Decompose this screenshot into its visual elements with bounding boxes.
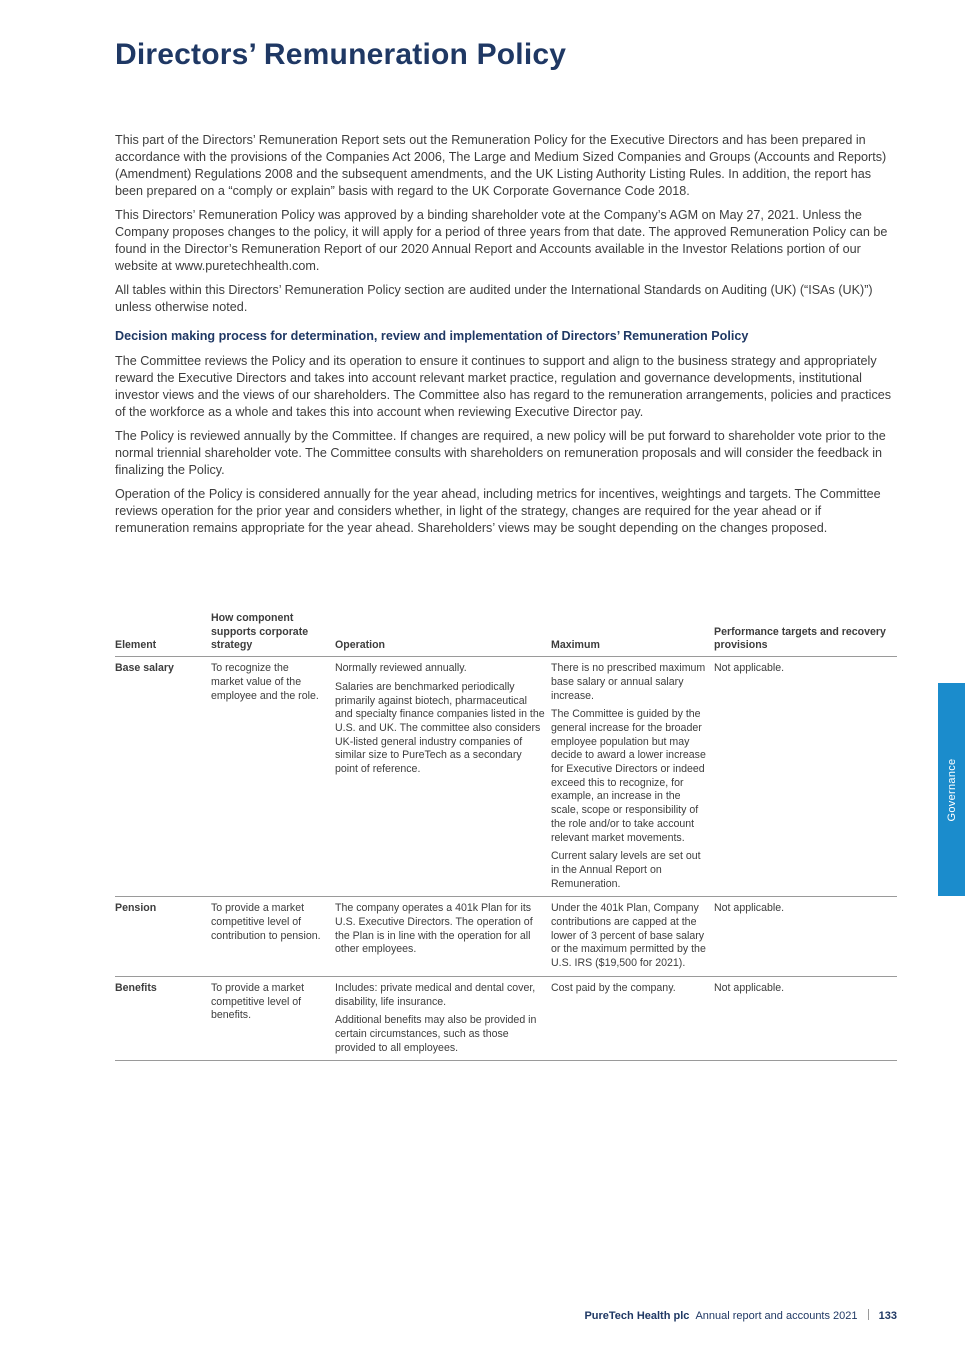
row-maximum	[551, 976, 714, 1061]
footer-divider	[868, 1309, 869, 1320]
row-performance: Not applicable.	[714, 657, 897, 897]
operation-text: Additional benefits may also be provided in certain circumstances, such as those provided to all employees.	[335, 1014, 537, 1054]
page-title: Directors’ Remuneration Policy	[115, 38, 567, 71]
table-row	[115, 976, 897, 1061]
page-number: 133	[878, 1310, 897, 1322]
decision-paragraph-2: The Policy is reviewed annually by the Committee. If changes are required, a new policy will be put forward to shareholder vote prior to the normal triennial shareholder vote. The Committee consults with shareholders on remuneration proposals and will consider the feedback in finalizing the Policy.	[115, 429, 886, 477]
remuneration-policy-table	[115, 612, 897, 1061]
row-maximum	[551, 657, 714, 897]
operation-text: The company operates a 401k Plan for its U.S. Executive Directors. The operation of the Plan is in line with the operation for all other employees.	[335, 902, 533, 956]
row-element: Base salary	[115, 657, 211, 897]
maximum-text: Cost paid by the company.	[551, 981, 676, 994]
header-operation: Operation	[335, 612, 551, 657]
footer-company: PureTech Health plc	[584, 1310, 690, 1322]
intro-paragraph-3: All tables within this Directors’ Remuneration Policy section are audited under the International Standards on Auditing (UK) (“ISAs (UK)”) unless otherwise noted.	[115, 283, 873, 314]
decision-paragraph-1: The Committee reviews the Policy and its operation to ensure it continues to support and align to the business strategy and appropriately reward the Executive Directors and takes into account relevant market practice, regulation and governance developments, institutional investor views and the views of our shareholders. The Committee also has regard to the remuneration arrangements, policies and practices of the workforce as a whole and takes this into account when reviewing Executive Director pay.	[115, 354, 892, 419]
operation-text: Normally reviewed annually.	[335, 662, 467, 675]
row-element: Benefits	[115, 976, 211, 1061]
row-operation	[335, 897, 551, 977]
table-row	[115, 657, 897, 897]
intro-paragraph-2: This Directors’ Remuneration Policy was approved by a binding shareholder vote at the Company’s AGM on May 27, 2021. Unless the Company proposes changes to the policy, it will apply for a period of three years from that date. The approved Remuneration Policy can be found in the Director’s Remuneration Report of our 2020 Annual Report and Accounts available in the Investor Relations portion of our website at www.puretechhealth.com.	[115, 208, 888, 273]
header-performance: Performance targets and recovery provisions	[714, 612, 897, 657]
table-row	[115, 897, 897, 977]
row-operation	[335, 657, 551, 897]
decision-heading: Decision making process for determination, review and implementation of Directors’ Remuneration Policy	[115, 329, 749, 343]
header-element: Element	[115, 612, 211, 657]
footer-report-title: Annual report and accounts 2021	[695, 1310, 858, 1322]
page-footer	[584, 1309, 897, 1322]
decision-paragraph-3: Operation of the Policy is considered annually for the year ahead, including metrics for incentives, weightings and targets. The Committee reviews operation for the prior year and considers whether, in light of the strategy, changes are required for the year ahead or if remuneration remains appropriate for the year ahead. Shareholders’ views may be sought depending on the changes proposed.	[115, 487, 881, 535]
header-maximum: Maximum	[551, 612, 714, 657]
operation-text: Includes: private medical and dental cover, disability, life insurance.	[335, 981, 536, 1008]
row-performance: Not applicable.	[714, 976, 897, 1061]
row-maximum	[551, 897, 714, 977]
row-performance: Not applicable.	[714, 897, 897, 977]
row-strategy: To provide a market competitive level of benefits.	[211, 976, 335, 1061]
row-element: Pension	[115, 897, 211, 977]
section-tab-label: Governance	[945, 758, 958, 821]
maximum-text: Under the 401k Plan, Company contributions are capped at the lower of 3 percent of base salary or the maximum permitted by the U.S. IRS ($19,500 for 2021).	[551, 902, 706, 970]
row-strategy: To recognize the market value of the employee and the role.	[211, 657, 335, 897]
row-strategy: To provide a market competitive level of contribution to pension.	[211, 897, 335, 977]
header-strategy: How component supports corporate strategy	[211, 612, 335, 657]
maximum-text: Current salary levels are set out in the Annual Report on Remuneration.	[551, 850, 701, 890]
table-header-row	[115, 612, 897, 657]
operation-text: Salaries are benchmarked periodically primarily against biotech, pharmaceutical and specialty finance companies listed in the U.S. and UK. The committee also considers UK-listed general industry companies of similar size to PureTech as a secondary point of reference.	[335, 680, 545, 776]
intro-paragraph-1: This part of the Directors’ Remuneration Report sets out the Remuneration Policy for the Executive Directors and has been prepared in accordance with the provisions of the Companies Act 2006, The Large and Medium Sized Companies and Groups (Accounts and Reports) (Amendment) Regulations 2008 and the subsequent amendments, and the UK Listing Authority Listing Rules. In addition, the report has been prepared on a “comply or explain” basis with regard to the UK Corporate Governance Code 2018.	[115, 133, 887, 198]
maximum-text: The Committee is guided by the general increase for the broader employee population but may decide to award a lower increase for Executive Directors or indeed exceed this to recognize, for example, an increase in the scale, scope or responsibility of the role and/or to take account relevant market movements.	[551, 708, 706, 844]
body-text	[115, 132, 897, 544]
governance-section-tab[interactable]	[938, 683, 965, 896]
row-operation	[335, 976, 551, 1061]
maximum-text: There is no prescribed maximum base salary or annual salary increase.	[551, 662, 706, 702]
